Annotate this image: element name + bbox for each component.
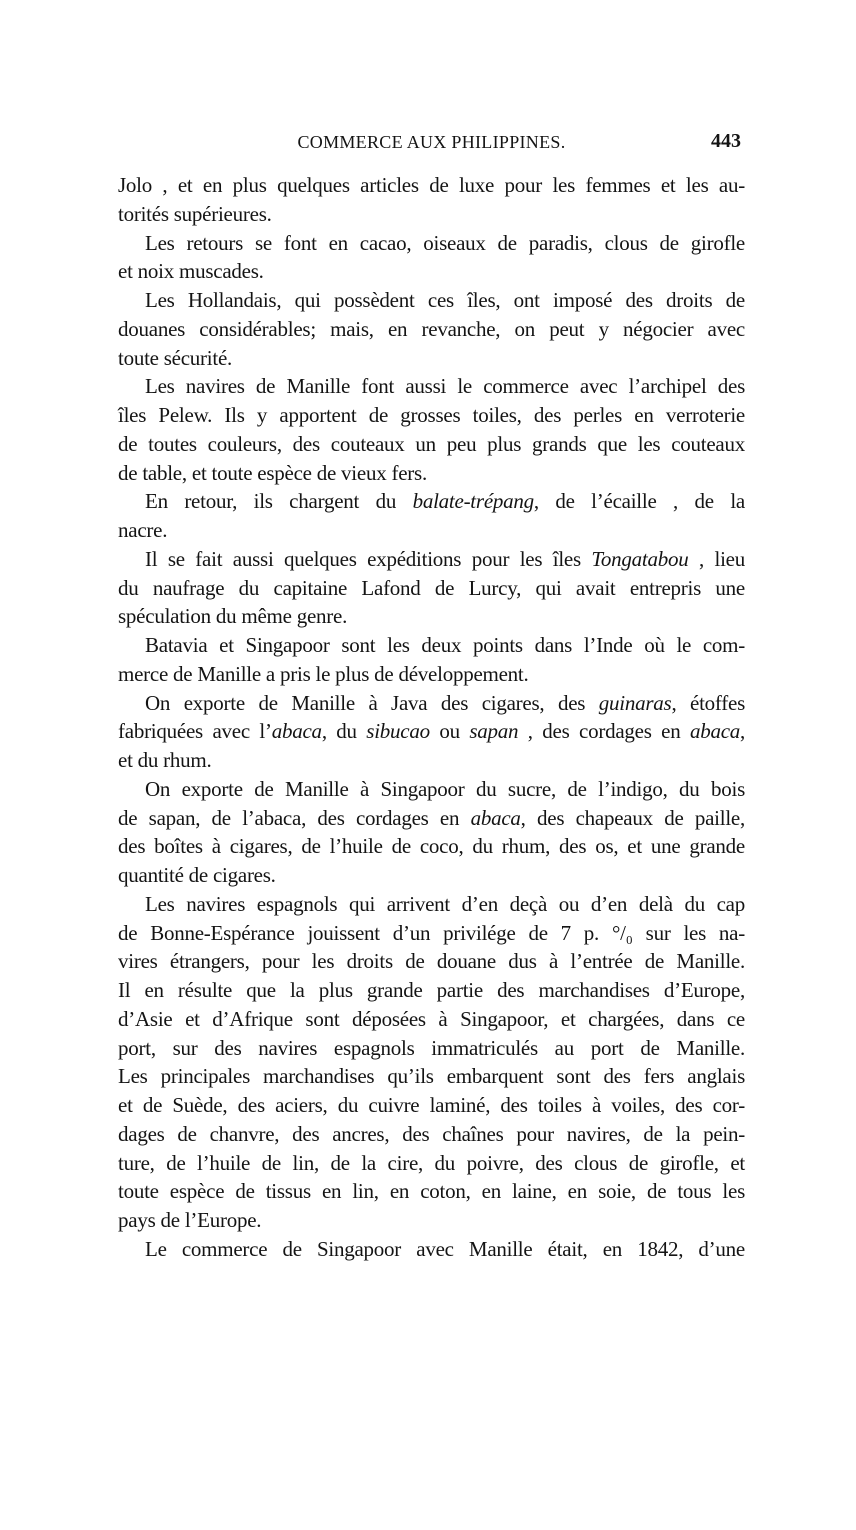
text-span: port, sur des navires espagnols immatriculés au port de Manille. [118,1035,745,1060]
text-line [118,660,745,689]
paragraph [118,487,745,545]
text-span: Les navires de Manille font aussi le commerce avec l’archipel des [145,374,745,399]
text-span: Il se fait aussi quelques expéditions pour les îles [145,546,592,571]
text-span: vires étrangers, pour les droits de douane dus à l’entrée de Manille. [118,949,745,974]
text-span: On exporte de Manille à Java des cigares, des [145,690,599,715]
paragraph [118,890,745,1235]
text-span: Batavia et Singapoor sont les deux points dans l’Inde où le com- [145,633,745,657]
text-span: En retour, ils chargent du [145,489,413,514]
text-span: ou [429,719,470,744]
text-line [118,286,745,315]
text-line [118,200,745,229]
text-line [118,1235,745,1264]
paragraph [118,1235,745,1264]
text-line [118,1120,745,1149]
text-span: , [740,719,746,744]
text-line [118,689,745,718]
text-span: , lieu [688,546,745,571]
text-span: Il en résulte que la plus grande partie des marchandises d’Europe, [118,978,745,1002]
text-line [118,545,745,574]
text-span: Jolo , et en plus quelques articles de luxe pour les femmes et les au- [118,173,745,197]
text-span: Les retours se font en cacao, oiseaux de paradis, clous de girofle [145,230,745,255]
text-line [118,890,745,919]
page-number: 443 [711,130,741,152]
text-line [118,804,745,833]
text-span: , des cordages en [518,719,690,744]
text-line [118,631,745,660]
text-span: d’Asie et d’Afrique sont déposées à Singapoor, et chargées, dans ce [118,1006,745,1031]
text-span: dages de chanvre, des ancres, des chaînes pour navires, de la pein- [118,1121,745,1146]
text-line [118,1177,745,1206]
text-span: de toutes couleurs, des couteaux un peu plus grands que les couteaux [118,431,745,456]
text-line [118,229,745,258]
text-span: et noix muscades. [118,259,264,284]
italic-term: abaca [470,805,521,830]
text-span: torités supérieures. [118,201,272,226]
paragraph [118,372,745,487]
text-span: spéculation du même genre. [118,604,348,629]
text-line [118,832,745,861]
paragraph [118,171,745,229]
text-span: Les Hollandais, qui possèdent ces îles, ont imposé des droits de [145,288,745,312]
running-head [118,130,745,156]
text-span: du naufrage du capitaine Lafond de Lurcy, qui avait entrepris une [118,575,745,600]
paragraph [118,229,745,287]
text-line [118,1091,745,1120]
text-span: toute sécurité. [118,345,233,370]
text-line [118,1005,745,1034]
text-span: de table, et toute espèce de vieux fers. [118,460,427,485]
text-line [118,487,745,516]
text-span: , du [321,719,367,744]
text-span: , de l’écaille , de la [533,489,745,514]
paragraph [118,631,745,689]
text-span: ture, de l’huile de lin, de la cire, du poivre, des clous de girofle, et [118,1150,745,1175]
text-line [118,861,745,890]
text-span: Le commerce de Singapoor avec Manille était, en 1842, d’une [145,1236,745,1261]
text-span: Les navires espagnols qui arrivent d’en deçà ou d’en delà du cap [145,891,745,916]
text-line [118,947,745,976]
text-span: et du rhum. [118,748,212,772]
text-span: îles Pelew. Ils y apportent de grosses toiles, des perles en verroterie [118,403,745,427]
text-span: toute espèce de tissus en lin, en coton, en laine, en soie, de tous les [118,1179,745,1204]
body-text [118,171,745,1264]
italic-term: sibucao [366,719,430,744]
text-line [118,516,745,545]
text-line [118,746,745,775]
text-line [118,775,745,804]
italic-term: balate-trépang [412,489,534,514]
text-line [118,1034,745,1063]
text-line [118,171,745,200]
text-span: douanes considérables; mais, en revanche, on peut y négocier avec [118,316,745,341]
text-line [118,976,745,1005]
text-line [118,1206,745,1235]
italic-term: Tongatabou [591,546,689,571]
text-line [118,717,745,746]
text-span: et de Suède, des aciers, du cuivre laminé, des toiles à voiles, des cor- [118,1093,745,1117]
text-line [118,344,745,373]
running-head-title: COMMERCE AUX PHILIPPINES. [297,132,566,152]
text-span: des boîtes à cigares, de l’huile de coco, du rhum, des os, et une grande [118,834,745,859]
text-line [118,315,745,344]
text-line [118,574,745,603]
text-span: merce de Manille a pris le plus de développement. [118,661,529,686]
text-line [118,430,745,459]
paragraph [118,545,745,631]
text-span: , des chapeaux de paille, [520,805,745,830]
italic-term: sapan [469,719,519,744]
text-span: On exporte de Manille à Singapoor du sucre, de l’indigo, du bois [145,776,745,801]
text-span: , étoffes [671,690,746,715]
paragraph [118,286,745,372]
text-span: quantité de cigares. [118,863,276,887]
text-line [118,401,745,430]
paragraph [118,689,745,775]
text-span: pays de l’Europe. [118,1208,262,1232]
text-line [118,459,745,488]
text-line [118,1062,745,1091]
text-line [118,1149,745,1178]
italic-term: abaca [271,719,322,744]
text-line [118,257,745,286]
text-span: de Bonne-Espérance jouissent d’un privilége de 7 p. °/₀ sur les na- [118,920,745,945]
text-span: nacre. [118,518,168,542]
italic-term: guinaras [598,690,672,715]
text-line [118,372,745,401]
text-span: Les principales marchandises qu’ils embarquent sont des fers anglais [118,1064,745,1089]
paragraph [118,775,745,890]
text-span: fabriquées avec l’ [118,719,272,744]
italic-term: abaca [689,719,741,744]
text-line [118,919,745,948]
text-line [118,602,745,631]
text-span: de sapan, de l’abaca, des cordages en [118,805,471,830]
